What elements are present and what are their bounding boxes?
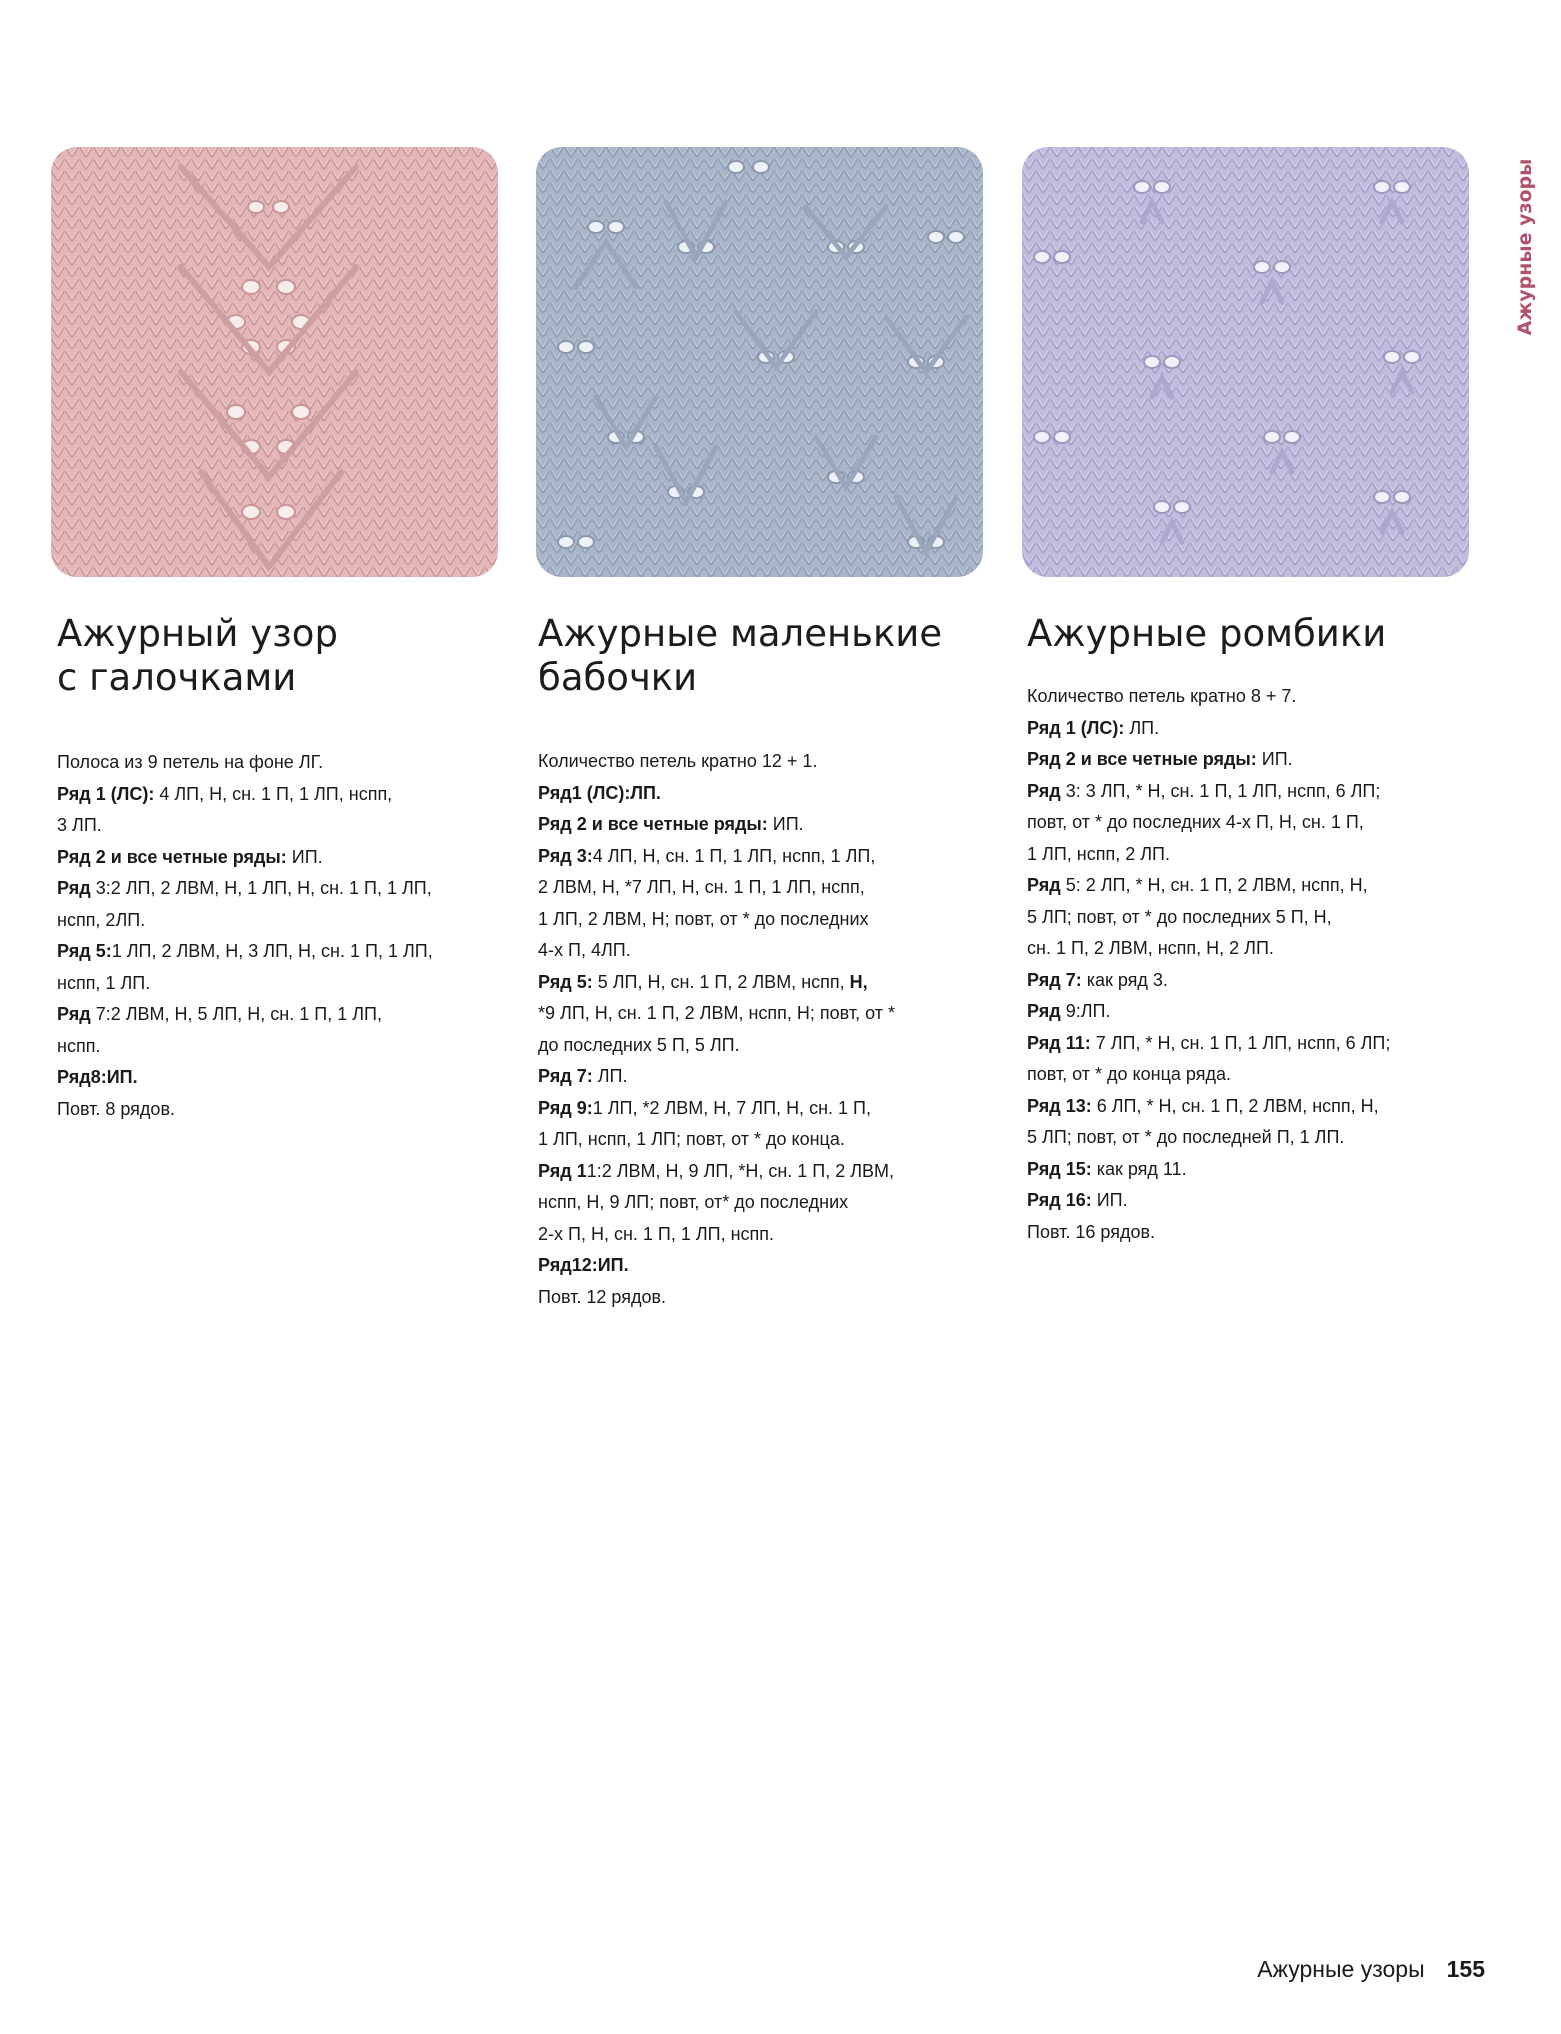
row-label: Ряд 9: (538, 1097, 593, 1118)
instruction-text: повт, от * до конца ряда. (1027, 1064, 1231, 1084)
instruction-line (538, 935, 988, 967)
pattern-instructions (1027, 681, 1477, 1248)
instruction-text: *9 ЛП, Н, сн. 1 П, 2 ЛВМ, нспп, Н; повт, от * (538, 1003, 895, 1023)
pattern-butterflies-lace (538, 612, 988, 1313)
instruction-line (1027, 681, 1477, 713)
instruction-text: 4 ЛП, Н, сн. 1 П, 1 ЛП, нспп, (154, 783, 393, 804)
instruction-line (538, 778, 988, 810)
instruction-line (57, 905, 507, 937)
instruction-text: Повт. 8 рядов. (57, 1098, 176, 1119)
instruction-line (57, 936, 507, 968)
instruction-text: 3:2 ЛП, 2 ЛВМ, Н, 1 ЛП, Н, сн. 1 П, 1 ЛП, (90, 878, 432, 898)
instruction-text: до последних 5 П, 5 ЛП. (538, 1034, 740, 1055)
instruction-text: 7 ЛП, * Н, сн. 1 П, 1 ЛП, нспп, 6 ЛП; (1090, 1032, 1391, 1053)
swatch-image-rhombus-lace (1022, 147, 1469, 577)
row-label: Ряд 2 и все четные ряды: (1027, 749, 1257, 769)
instruction-line (538, 904, 988, 936)
instruction-text: 1 ЛП, нспп, 1 ЛП; повт, от * до конца. (538, 1129, 845, 1149)
instruction-line (538, 1219, 988, 1251)
row-label: Н, (849, 971, 868, 992)
instruction-text: 1 ЛП, *2 ЛВМ, Н, 7 ЛП, Н, сн. 1 П, (592, 1097, 871, 1118)
side-tab-label: Ажурные узоры (1514, 158, 1536, 336)
pattern-instructions (538, 746, 988, 1313)
pattern-chevron-lace (57, 612, 507, 1125)
instruction-text: Количество петель кратно 8 + 7. (1027, 686, 1297, 706)
row-label: Ряд 7: (1027, 969, 1082, 990)
instruction-text: ЛП. (592, 1066, 628, 1086)
instruction-line (538, 1250, 988, 1282)
instruction-line (538, 967, 988, 999)
instruction-line (57, 779, 507, 811)
instruction-line (1027, 902, 1477, 934)
instruction-text: ИП. (1091, 1190, 1128, 1210)
instruction-line (57, 842, 507, 874)
instruction-line (57, 968, 507, 1000)
row-label: Ряд1 (ЛС):ЛП. (538, 782, 661, 803)
row-label: Ряд8:ИП. (57, 1067, 138, 1087)
row-label: Ряд 5: (538, 971, 593, 992)
instruction-text: как ряд 3. (1081, 969, 1168, 990)
instruction-text: Повт. 12 рядов. (538, 1286, 667, 1307)
pattern-title: Ажурный узор с галочками (57, 612, 338, 699)
row-label: Ряд 1 (ЛС): (1027, 717, 1125, 738)
instruction-line (538, 1093, 988, 1125)
instruction-line (538, 746, 988, 778)
row-label: Ряд (57, 878, 91, 898)
instruction-text: 6 ЛП, * Н, сн. 1 П, 2 ЛВМ, нспп, Н, (1091, 1095, 1379, 1116)
row-label: Ряд 15: (1027, 1158, 1092, 1179)
instruction-line (1027, 1091, 1477, 1123)
instruction-line (538, 998, 988, 1030)
instruction-line (538, 1187, 988, 1219)
pattern-rhombus-lace (1027, 612, 1477, 1248)
instruction-line (538, 1061, 988, 1093)
instruction-line (57, 999, 507, 1031)
row-label: Ряд 2 и все четные ряды: (57, 846, 287, 867)
instruction-line (1027, 1217, 1477, 1249)
swatch-image-butterflies-lace (536, 147, 983, 577)
instruction-text: повт, от * до последних 4-х П, Н, сн. 1 П, (1027, 812, 1364, 832)
swatch-image-chevron-lace (51, 147, 498, 577)
instruction-text: 3 ЛП. (57, 815, 102, 835)
instruction-text: 5 ЛП, Н, сн. 1 П, 2 ЛВМ, нспп, (592, 971, 850, 992)
pattern-title: Ажурные ромбики (1027, 612, 1387, 655)
instruction-line (538, 1156, 988, 1188)
instruction-text: нспп, 1 ЛП. (57, 972, 151, 993)
instruction-text: 1 ЛП, 2 ЛВМ, Н; повт, от * до последних (538, 908, 869, 929)
row-label: Ряд 2 и все четные ряды: (538, 814, 768, 834)
page-number: 155 (1446, 1956, 1485, 1982)
instruction-text: нспп, 2ЛП. (57, 909, 146, 930)
instruction-text: 5 ЛП; повт, от * до последней П, 1 ЛП. (1027, 1127, 1345, 1147)
instruction-line (538, 1030, 988, 1062)
row-label: Ряд12:ИП. (538, 1255, 629, 1275)
instruction-text: как ряд 11. (1091, 1158, 1187, 1179)
section-side-tab (1510, 147, 1540, 347)
row-label: Ряд (1027, 875, 1061, 895)
instruction-line (1027, 744, 1477, 776)
instruction-text: 3: 3 ЛП, * Н, сн. 1 П, 1 ЛП, нспп, 6 ЛП; (1060, 780, 1381, 801)
instruction-line (57, 747, 507, 779)
row-label: Ряд 7: (538, 1066, 593, 1086)
instruction-text: 1 ЛП, 2 ЛВМ, Н, 3 ЛП, Н, сн. 1 П, 1 ЛП, (111, 941, 433, 961)
instruction-text: Повт. 16 рядов. (1027, 1221, 1156, 1242)
row-label: Ряд (1027, 1001, 1061, 1021)
instruction-text: Количество петель кратно 12 + 1. (538, 751, 818, 771)
instruction-line (1027, 1028, 1477, 1060)
page-footer (1257, 1956, 1485, 1983)
pattern-instructions (57, 747, 507, 1125)
instruction-line (1027, 965, 1477, 997)
instruction-text: ЛП. (1124, 717, 1160, 738)
instruction-text: ИП. (1256, 749, 1293, 769)
row-label: Ряд (1027, 780, 1061, 801)
instruction-line (538, 1124, 988, 1156)
instruction-line (1027, 1059, 1477, 1091)
instruction-text: 1:2 ЛВМ, Н, 9 ЛП, *Н, сн. 1 П, 2 ЛВМ, (586, 1160, 895, 1181)
pattern-title: Ажурные маленькие бабочки (538, 612, 943, 699)
instruction-line (1027, 870, 1477, 902)
row-label: Ряд 1 (ЛС): (57, 783, 155, 804)
footer-section-name: Ажурные узоры (1257, 1956, 1425, 1982)
instruction-line (57, 1094, 507, 1126)
row-label: Ряд 1 (538, 1160, 587, 1181)
row-label: Ряд (57, 1004, 91, 1024)
instruction-text: нспп. (57, 1035, 101, 1056)
instruction-text: ИП. (767, 814, 804, 834)
instruction-line (538, 841, 988, 873)
instruction-text: 5: 2 ЛП, * Н, сн. 1 П, 2 ЛВМ, нспп, Н, (1060, 875, 1368, 895)
instruction-text: Полоса из 9 петель на фоне ЛГ. (57, 752, 324, 772)
instruction-text: 7:2 ЛВМ, Н, 5 ЛП, Н, сн. 1 П, 1 ЛП, (90, 1004, 382, 1024)
instruction-line (57, 1062, 507, 1094)
instruction-text: 2-х П, Н, сн. 1 П, 1 ЛП, нспп. (538, 1223, 775, 1244)
instruction-line (538, 809, 988, 841)
instruction-line (1027, 1154, 1477, 1186)
instruction-line (57, 873, 507, 905)
instruction-line (57, 810, 507, 842)
instruction-line (1027, 933, 1477, 965)
instruction-line (538, 1282, 988, 1314)
row-label: Ряд 3: (538, 845, 593, 866)
instruction-text: 9:ЛП. (1060, 1001, 1111, 1021)
row-label: Ряд 16: (1027, 1190, 1092, 1210)
instruction-text: сн. 1 П, 2 ЛВМ, нспп, Н, 2 ЛП. (1027, 938, 1274, 958)
row-label: Ряд 5: (57, 941, 112, 961)
instruction-line (1027, 839, 1477, 871)
instruction-text: 2 ЛВМ, Н, *7 ЛП, Н, сн. 1 П, 1 ЛП, нспп, (538, 877, 865, 897)
instruction-text: 4 ЛП, Н, сн. 1 П, 1 ЛП, нспп, 1 ЛП, (592, 845, 876, 866)
instruction-line (1027, 1185, 1477, 1217)
instruction-line (57, 1031, 507, 1063)
instruction-text: 1 ЛП, нспп, 2 ЛП. (1027, 843, 1170, 864)
instruction-line (1027, 713, 1477, 745)
instruction-line (1027, 996, 1477, 1028)
instruction-text: 5 ЛП; повт, от * до последних 5 П, Н, (1027, 906, 1332, 927)
instruction-line (1027, 776, 1477, 808)
row-label: Ряд 11: (1027, 1032, 1091, 1053)
instruction-line (1027, 1122, 1477, 1154)
row-label: Ряд 13: (1027, 1095, 1092, 1116)
instruction-line (1027, 807, 1477, 839)
instruction-text: нспп, Н, 9 ЛП; повт, от* до последних (538, 1192, 849, 1212)
instruction-text: ИП. (286, 846, 323, 867)
instruction-line (538, 872, 988, 904)
instruction-text: 4-х П, 4ЛП. (538, 940, 631, 960)
